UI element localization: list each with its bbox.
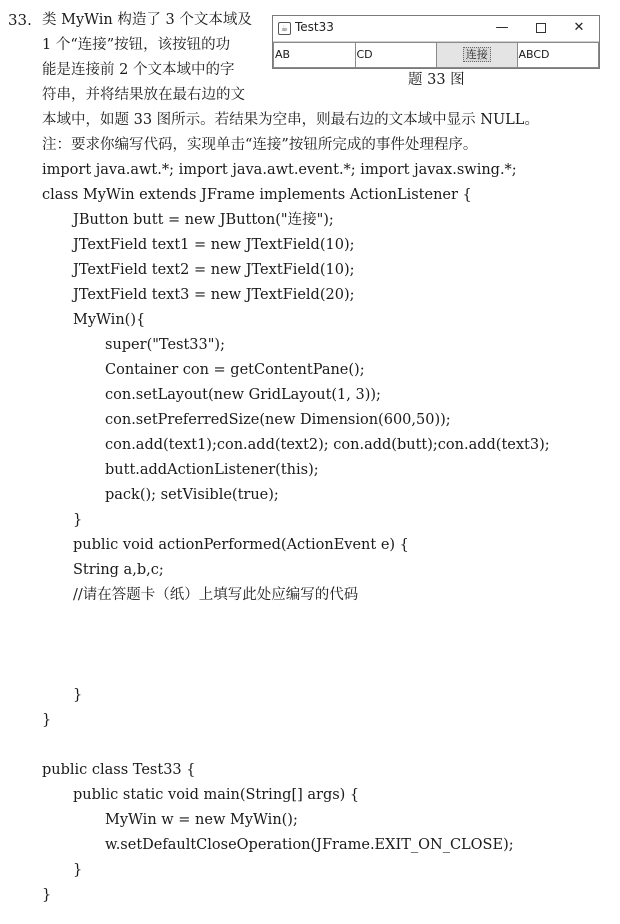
intro-line: 符串，并将结果放在最右边的文	[42, 87, 245, 103]
code-line: Container con = getContentPane();	[105, 362, 365, 378]
question-intro	[42, 8, 264, 108]
code-line: super("Test33");	[105, 337, 225, 353]
window-titlebar	[273, 16, 599, 42]
code-line: JTextField text1 = new JTextField(10);	[73, 237, 355, 253]
code-line: con.add(text1);con.add(text2); con.add(butt);con.add(text3);	[105, 437, 550, 453]
text3-field[interactable]: ABCD	[518, 42, 600, 68]
code-line: }	[42, 712, 52, 728]
connect-button[interactable]	[437, 42, 518, 68]
figure-caption: 题 33 图	[408, 72, 465, 88]
window-content	[273, 42, 599, 68]
code-line: import java.awt.*; import java.awt.event.*; import javax.swing.*;	[42, 162, 517, 178]
test33-window	[272, 15, 600, 69]
code-line: MyWin(){	[73, 312, 146, 328]
code-line: public static void main(String[] args) {	[73, 787, 360, 803]
text2-field[interactable]: CD	[356, 42, 438, 68]
code-line: JTextField text3 = new JTextField(20);	[73, 287, 355, 303]
code-line: }	[73, 512, 83, 528]
code-line: }	[73, 687, 83, 703]
code-line: }	[42, 887, 52, 903]
question-number: 33.	[8, 11, 32, 29]
code-line: w.setDefaultCloseOperation(JFrame.EXIT_ON_CLOSE);	[105, 837, 514, 853]
window-title: Test33	[295, 20, 334, 34]
code-line: }	[73, 862, 83, 878]
note-line: 注：要求你编写代码，实现单击“连接”按钮所完成的事件处理程序。	[42, 137, 478, 153]
close-icon[interactable]: ✕	[573, 20, 585, 35]
minimize-icon[interactable]: —	[495, 20, 509, 35]
code-line: pack(); setVisible(true);	[105, 487, 279, 503]
code-line: MyWin w = new MyWin();	[105, 812, 298, 828]
code-line: public class Test33 {	[42, 762, 196, 778]
code-line: con.setPreferredSize(new Dimension(600,50));	[105, 412, 451, 428]
text1-field[interactable]: AB	[273, 42, 356, 68]
code-line: butt.addActionListener(this);	[105, 462, 319, 478]
intro-continued-line: 本域中，如题 33 图所示。若结果为空串，则最右边的文本域中显示 NULL。	[42, 112, 539, 128]
code-line: class MyWin extends JFrame implements ActionListener {	[42, 187, 472, 203]
code-line: //请在答题卡（纸）上填写此处应编写的代码	[73, 587, 359, 603]
code-line: JButton butt = new JButton("连接");	[73, 212, 334, 228]
connect-button-label: 连接	[463, 47, 491, 62]
code-line: String a,b,c;	[73, 562, 164, 578]
code-line: con.setLayout(new GridLayout(1, 3));	[105, 387, 381, 403]
intro-line: 1 个“连接”按钮，该按钮的功	[42, 37, 231, 53]
code-line: JTextField text2 = new JTextField(10);	[73, 262, 355, 278]
maximize-icon[interactable]	[526, 18, 556, 38]
intro-line: 类 MyWin 构造了 3 个文本域及	[42, 12, 252, 28]
code-line: public void actionPerformed(ActionEvent e) {	[73, 537, 409, 553]
java-icon: ☕	[278, 22, 291, 35]
intro-line: 能是连接前 2 个文本域中的字	[42, 62, 235, 78]
